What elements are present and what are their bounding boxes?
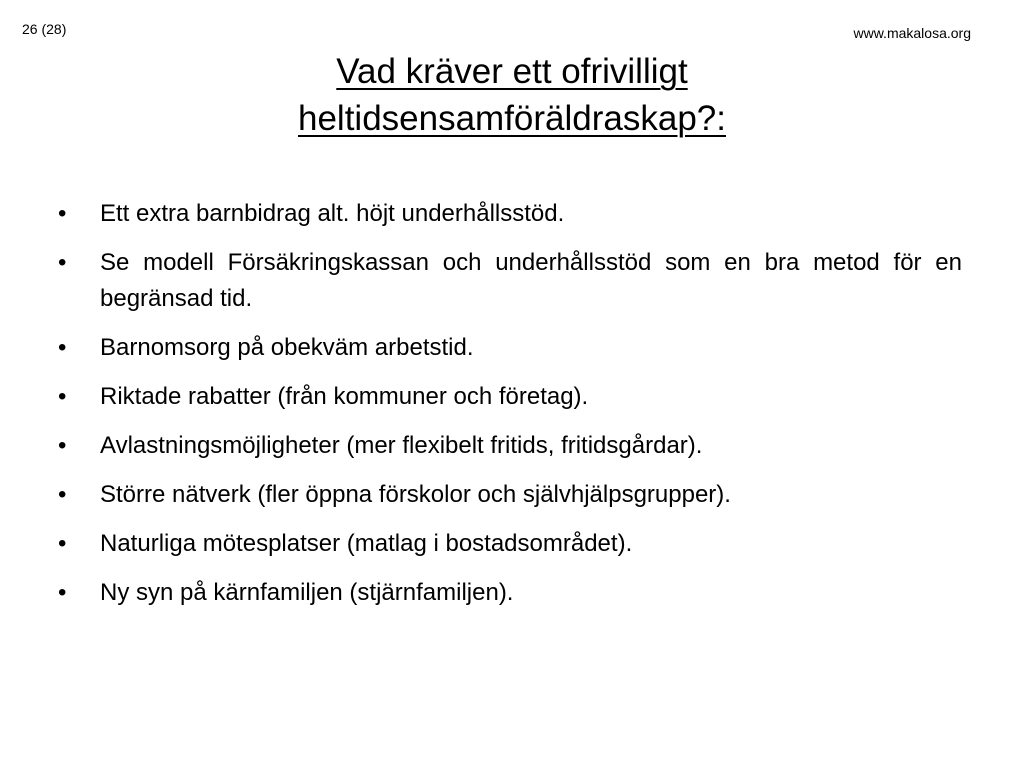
bullet-item bbox=[58, 477, 962, 513]
bullet-icon: • bbox=[58, 579, 67, 606]
bullet-item bbox=[58, 379, 962, 415]
slide-title-line-1: Vad kräver ett ofrivilligt bbox=[336, 52, 688, 91]
bullet-icon: • bbox=[58, 334, 67, 361]
bullet-item bbox=[58, 428, 962, 464]
bullet-text: Barnomsorg på obekväm arbetstid. bbox=[100, 334, 474, 361]
bullet-item bbox=[58, 330, 962, 366]
slide-title-line-2: heltidsensamföräldraskap?: bbox=[297, 99, 726, 138]
bullet-text: Se modell Försäkringskassan och underhållsstöd som en bra metod för en begränsad tid. bbox=[100, 249, 962, 312]
bullet-text: Större nätverk (fler öppna förskolor och självhjälpsgrupper). bbox=[100, 481, 731, 508]
bullet-text: Naturliga mötesplatser (matlag i bostadsområdet). bbox=[100, 530, 633, 557]
slide-title bbox=[112, 48, 912, 142]
bullet-list bbox=[58, 196, 962, 624]
bullet-icon: • bbox=[58, 530, 67, 557]
bullet-icon: • bbox=[58, 383, 67, 410]
bullet-item bbox=[58, 196, 962, 232]
page-counter: 26 (28) bbox=[22, 21, 67, 37]
bullet-text: Ny syn på kärnfamiljen (stjärnfamiljen). bbox=[100, 579, 514, 606]
bullet-item bbox=[58, 575, 962, 611]
bullet-text: Riktade rabatter (från kommuner och företag). bbox=[100, 383, 589, 410]
bullet-text: Ett extra barnbidrag alt. höjt underhållsstöd. bbox=[100, 200, 565, 227]
bullet-icon: • bbox=[58, 432, 67, 459]
bullet-text: Avlastningsmöjligheter (mer flexibelt fritids, fritidsgårdar). bbox=[100, 432, 703, 459]
bullet-item bbox=[58, 245, 962, 317]
bullet-item bbox=[58, 526, 962, 562]
bullet-icon: • bbox=[58, 249, 67, 276]
bullet-icon: • bbox=[58, 481, 67, 508]
bullet-icon: • bbox=[58, 200, 67, 227]
site-url: www.makalosa.org bbox=[853, 25, 971, 41]
